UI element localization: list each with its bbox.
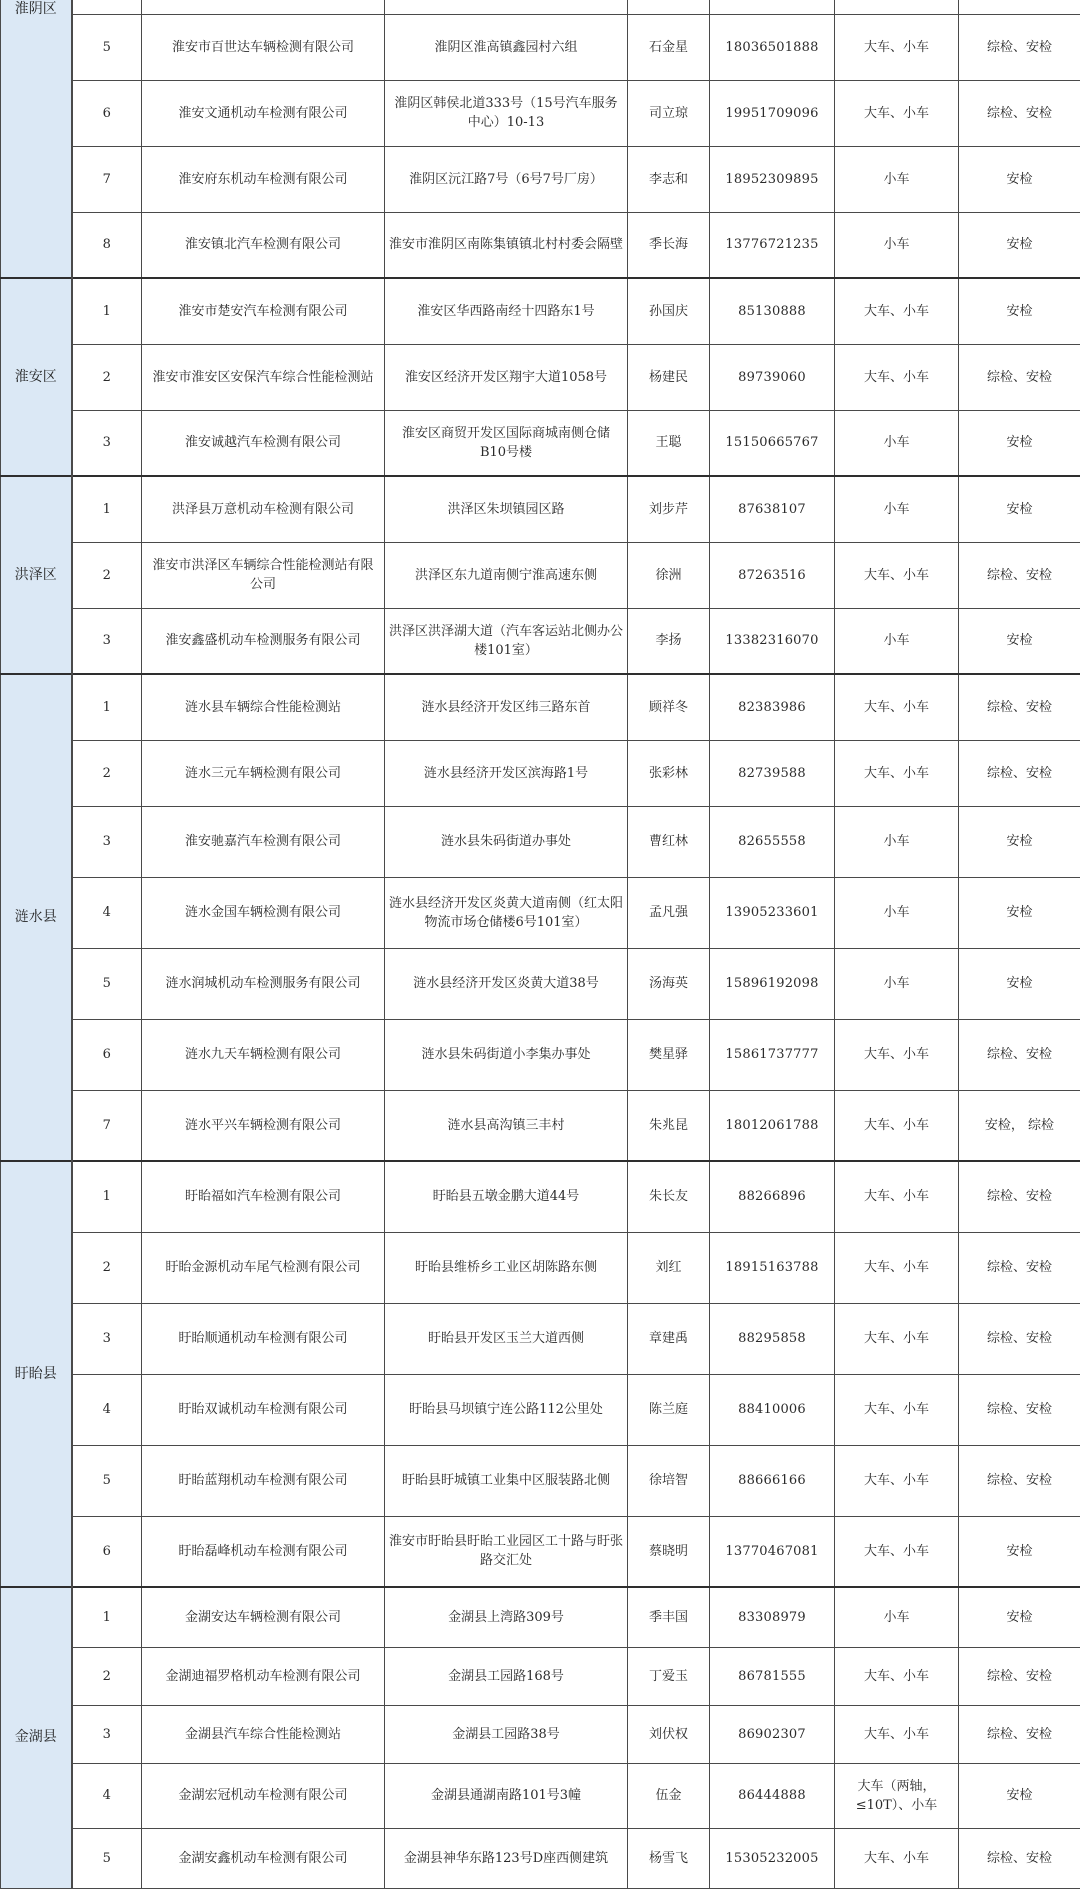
vehicle-type-cell: 大车、小车	[835, 1019, 959, 1090]
company-name-cell: 涟水平兴车辆检测有限公司	[142, 1090, 385, 1161]
vehicle-type-cell: 小车	[835, 608, 959, 674]
table-row	[1, 1161, 1080, 1232]
district-cell: 金湖县	[1, 1587, 72, 1888]
row-number-cell: 5	[72, 14, 142, 80]
row-number-cell: 2	[72, 542, 142, 608]
phone-number-cell: 13382316070	[710, 608, 835, 674]
table-row	[1, 1828, 1080, 1888]
vehicle-type-cell: 小车	[835, 212, 959, 278]
contact-person-cell: 丁爱玉	[628, 1647, 710, 1705]
contact-person-cell: 孙国庆	[628, 278, 710, 344]
inspection-scope-cell: 安检	[959, 1516, 1080, 1587]
row-number-cell: 1	[72, 1161, 142, 1232]
row-number-cell: 2	[72, 344, 142, 410]
phone-number-cell: 13905233601	[710, 877, 835, 948]
company-name-cell: 涟水润城机动车检测服务有限公司	[142, 948, 385, 1019]
row-number-cell: 7	[72, 146, 142, 212]
company-name-cell: 淮安市楚安汽车检测有限公司	[142, 278, 385, 344]
address-cell: 盱眙县开发区玉兰大道西侧	[385, 1303, 628, 1374]
phone-number-cell: 83308979	[710, 1587, 835, 1647]
company-name-cell: 金湖宏冠机动车检测有限公司	[142, 1763, 385, 1828]
inspection-scope-cell: 综检、安检	[959, 80, 1080, 146]
table-row	[1, 674, 1080, 740]
contact-person-cell: 张彩林	[628, 740, 710, 806]
vehicle-type-cell: 大车、小车	[835, 674, 959, 740]
phone-number-cell: 88666166	[710, 1445, 835, 1516]
address-cell: 洪泽区东九道南侧宁淮高速东侧	[385, 542, 628, 608]
contact-person-cell: 季长海	[628, 212, 710, 278]
contact-person-cell: 汤海英	[628, 948, 710, 1019]
row-number-cell: 2	[72, 1232, 142, 1303]
address-cell: 洪泽区朱坝镇园区路	[385, 476, 628, 542]
inspection-scope-cell: 安检	[959, 948, 1080, 1019]
row-number-cell: 3	[72, 608, 142, 674]
address-cell: 淮安区商贸开发区国际商城南侧仓储B10号楼	[385, 410, 628, 476]
address-cell: 淮安区经济开发区翔宇大道1058号	[385, 344, 628, 410]
company-name-cell: 金湖安达车辆检测有限公司	[142, 1587, 385, 1647]
row-number-cell	[72, 0, 142, 14]
row-number-cell: 1	[72, 674, 142, 740]
inspection-scope-cell: 安检	[959, 278, 1080, 344]
company-name-cell: 淮安市百世达车辆检测有限公司	[142, 14, 385, 80]
vehicle-type-cell: 大车、小车	[835, 1161, 959, 1232]
phone-number-cell: 19951709096	[710, 80, 835, 146]
vehicle-type-cell: 大车（两轴，≤10T）、小车	[835, 1763, 959, 1828]
address-cell: 淮安市盱眙县盱眙工业园区工十路与盱张路交汇处	[385, 1516, 628, 1587]
row-number-cell: 2	[72, 1647, 142, 1705]
phone-number-cell: 88410006	[710, 1374, 835, 1445]
inspection-scope-cell: 综检、安检	[959, 1232, 1080, 1303]
company-name-cell	[142, 0, 385, 14]
phone-number-cell: 13776721235	[710, 212, 835, 278]
inspection-scope-cell: 综检、安检	[959, 1303, 1080, 1374]
contact-person-cell: 徐培智	[628, 1445, 710, 1516]
contact-person-cell: 刘红	[628, 1232, 710, 1303]
vehicle-type-cell: 小车	[835, 476, 959, 542]
inspection-scope-cell: 安检	[959, 476, 1080, 542]
row-number-cell: 8	[72, 212, 142, 278]
company-name-cell: 淮安文通机动车检测有限公司	[142, 80, 385, 146]
company-name-cell: 淮安镇北汽车检测有限公司	[142, 212, 385, 278]
table-row	[1, 1303, 1080, 1374]
district-cell: 淮阴区	[1, 0, 72, 278]
inspection-scope-cell: 安检	[959, 212, 1080, 278]
vehicle-type-cell: 小车	[835, 1587, 959, 1647]
company-name-cell: 金湖安鑫机动车检测有限公司	[142, 1828, 385, 1888]
contact-person-cell: 蔡晓明	[628, 1516, 710, 1587]
inspection-scope-cell: 综检、安检	[959, 542, 1080, 608]
table-row	[1, 1516, 1080, 1587]
phone-number-cell: 86781555	[710, 1647, 835, 1705]
inspection-scope-cell: 综检、安检	[959, 674, 1080, 740]
district-cell: 涟水县	[1, 674, 72, 1161]
inspection-scope-cell: 综检、安检	[959, 740, 1080, 806]
contact-person-cell: 李志和	[628, 146, 710, 212]
phone-number-cell: 15896192098	[710, 948, 835, 1019]
vehicle-type-cell: 小车	[835, 410, 959, 476]
row-number-cell: 4	[72, 1763, 142, 1828]
phone-number-cell: 15305232005	[710, 1828, 835, 1888]
row-number-cell: 3	[72, 1705, 142, 1763]
address-cell: 涟水县经济开发区滨海路1号	[385, 740, 628, 806]
vehicle-type-cell: 大车、小车	[835, 1303, 959, 1374]
row-number-cell: 2	[72, 740, 142, 806]
vehicle-type-cell: 大车、小车	[835, 542, 959, 608]
row-number-cell: 1	[72, 476, 142, 542]
table-row	[1, 740, 1080, 806]
address-cell: 洪泽区洪泽湖大道（汽车客运站北侧办公楼101室）	[385, 608, 628, 674]
inspection-scope-cell: 综检、安检	[959, 344, 1080, 410]
inspection-scope-cell: 安检	[959, 608, 1080, 674]
contact-person-cell: 伍金	[628, 1763, 710, 1828]
phone-number-cell: 13770467081	[710, 1516, 835, 1587]
company-name-cell: 盱眙磊峰机动车检测有限公司	[142, 1516, 385, 1587]
row-number-cell: 1	[72, 278, 142, 344]
contact-person-cell: 朱长友	[628, 1161, 710, 1232]
company-name-cell: 盱眙福如汽车检测有限公司	[142, 1161, 385, 1232]
table-row	[1, 1647, 1080, 1705]
company-name-cell: 淮安市洪泽区车辆综合性能检测站有限公司	[142, 542, 385, 608]
table-row	[1, 1019, 1080, 1090]
inspection-scope-cell: 综检、安检	[959, 1828, 1080, 1888]
company-name-cell: 淮安市淮安区安保汽车综合性能检测站	[142, 344, 385, 410]
contact-person-cell: 杨雪飞	[628, 1828, 710, 1888]
company-name-cell: 涟水金国车辆检测有限公司	[142, 877, 385, 948]
address-cell: 涟水县经济开发区炎黄大道南侧（红太阳物流市场仓储楼6号101室）	[385, 877, 628, 948]
phone-number-cell: 82383986	[710, 674, 835, 740]
row-number-cell: 1	[72, 1587, 142, 1647]
table-row	[1, 948, 1080, 1019]
district-cell: 洪泽区	[1, 476, 72, 674]
contact-person-cell: 徐洲	[628, 542, 710, 608]
phone-number-cell: 18915163788	[710, 1232, 835, 1303]
row-number-cell: 3	[72, 806, 142, 877]
inspection-scope-cell: 安检	[959, 806, 1080, 877]
contact-person-cell: 顾祥冬	[628, 674, 710, 740]
phone-number-cell: 85130888	[710, 278, 835, 344]
contact-person-cell	[628, 0, 710, 14]
company-name-cell: 金湖县汽车综合性能检测站	[142, 1705, 385, 1763]
contact-person-cell: 司立琼	[628, 80, 710, 146]
address-cell: 淮安市淮阴区南陈集镇镇北村村委会隔壁	[385, 212, 628, 278]
inspection-scope-cell: 安检	[959, 146, 1080, 212]
vehicle-type-cell: 大车、小车	[835, 1232, 959, 1303]
address-cell: 盱眙县五墩金鹏大道44号	[385, 1161, 628, 1232]
company-name-cell: 淮安府东机动车检测有限公司	[142, 146, 385, 212]
contact-person-cell: 朱兆昆	[628, 1090, 710, 1161]
row-number-cell: 3	[72, 410, 142, 476]
address-cell: 涟水县经济开发区纬三路东首	[385, 674, 628, 740]
contact-person-cell: 樊星驿	[628, 1019, 710, 1090]
row-number-cell: 6	[72, 1516, 142, 1587]
inspection-scope-cell: 安检	[959, 410, 1080, 476]
contact-person-cell: 陈兰庭	[628, 1374, 710, 1445]
vehicle-type-cell: 大车、小车	[835, 1090, 959, 1161]
company-name-cell: 淮安鑫盛机动车检测服务有限公司	[142, 608, 385, 674]
address-cell: 盱眙县马坝镇宁连公路112公里处	[385, 1374, 628, 1445]
contact-person-cell: 石金星	[628, 14, 710, 80]
table-body	[1, 0, 1080, 1888]
table-row	[1, 344, 1080, 410]
address-cell: 淮阴区淮高镇鑫园村六组	[385, 14, 628, 80]
vehicle-type-cell: 大车、小车	[835, 80, 959, 146]
table-row	[1, 1763, 1080, 1828]
district-cell: 盱眙县	[1, 1161, 72, 1587]
address-cell: 盱眙县维桥乡工业区胡陈路东侧	[385, 1232, 628, 1303]
company-name-cell: 淮安诚越汽车检测有限公司	[142, 410, 385, 476]
row-number-cell: 6	[72, 80, 142, 146]
company-name-cell: 盱眙金源机动车尾气检测有限公司	[142, 1232, 385, 1303]
table-row	[1, 80, 1080, 146]
vehicle-type-cell: 大车、小车	[835, 1647, 959, 1705]
table-row	[1, 608, 1080, 674]
vehicle-type-cell: 大车、小车	[835, 344, 959, 410]
phone-number-cell: 88266896	[710, 1161, 835, 1232]
table-row	[1, 542, 1080, 608]
contact-person-cell: 王聪	[628, 410, 710, 476]
phone-number-cell: 82655558	[710, 806, 835, 877]
address-cell: 淮阴区韩侯北道333号（15号汽车服务中心）10-13	[385, 80, 628, 146]
company-name-cell: 金湖迪福罗格机动车检测有限公司	[142, 1647, 385, 1705]
inspection-scope-cell: 综检、安检	[959, 1445, 1080, 1516]
row-number-cell: 4	[72, 1374, 142, 1445]
company-name-cell: 涟水县车辆综合性能检测站	[142, 674, 385, 740]
phone-number-cell: 87638107	[710, 476, 835, 542]
company-name-cell: 涟水九天车辆检测有限公司	[142, 1019, 385, 1090]
phone-number-cell: 18952309895	[710, 146, 835, 212]
address-cell: 金湖县神华东路123号D座西侧建筑	[385, 1828, 628, 1888]
vehicle-type-cell: 小车	[835, 948, 959, 1019]
table-row	[1, 1232, 1080, 1303]
table-row	[1, 0, 1080, 14]
phone-number-cell: 86444888	[710, 1763, 835, 1828]
table-row	[1, 1445, 1080, 1516]
company-name-cell: 涟水三元车辆检测有限公司	[142, 740, 385, 806]
company-name-cell: 盱眙蓝翔机动车检测有限公司	[142, 1445, 385, 1516]
table-row	[1, 410, 1080, 476]
company-name-cell: 盱眙双诚机动车检测有限公司	[142, 1374, 385, 1445]
phone-number-cell: 86902307	[710, 1705, 835, 1763]
inspection-scope-cell: 综检、安检	[959, 14, 1080, 80]
vehicle-type-cell	[835, 0, 959, 14]
address-cell: 涟水县朱码街道小李集办事处	[385, 1019, 628, 1090]
inspection-scope-cell: 安检， 综检	[959, 1090, 1080, 1161]
inspection-scope-cell: 安检	[959, 877, 1080, 948]
vehicle-type-cell: 大车、小车	[835, 740, 959, 806]
vehicle-type-cell: 大车、小车	[835, 1705, 959, 1763]
table-row	[1, 476, 1080, 542]
row-number-cell: 5	[72, 1828, 142, 1888]
address-cell: 金湖县通湖南路101号3幢	[385, 1763, 628, 1828]
address-cell	[385, 0, 628, 14]
contact-person-cell: 孟凡强	[628, 877, 710, 948]
row-number-cell: 6	[72, 1019, 142, 1090]
address-cell: 金湖县工园路38号	[385, 1705, 628, 1763]
phone-number-cell: 88295858	[710, 1303, 835, 1374]
vehicle-type-cell: 小车	[835, 146, 959, 212]
address-cell: 金湖县工园路168号	[385, 1647, 628, 1705]
address-cell: 淮阴区沅江路7号（6号7号厂房）	[385, 146, 628, 212]
contact-person-cell: 刘步芹	[628, 476, 710, 542]
vehicle-type-cell: 大车、小车	[835, 1828, 959, 1888]
address-cell: 涟水县经济开发区炎黄大道38号	[385, 948, 628, 1019]
table-row	[1, 1374, 1080, 1445]
row-number-cell: 7	[72, 1090, 142, 1161]
table-row	[1, 146, 1080, 212]
phone-number-cell: 15150665767	[710, 410, 835, 476]
inspection-scope-cell: 安检	[959, 1763, 1080, 1828]
vehicle-type-cell: 大车、小车	[835, 1516, 959, 1587]
vehicle-type-cell: 大车、小车	[835, 14, 959, 80]
address-cell: 涟水县高沟镇三丰村	[385, 1090, 628, 1161]
vehicle-type-cell: 小车	[835, 806, 959, 877]
table-row	[1, 212, 1080, 278]
row-number-cell: 5	[72, 1445, 142, 1516]
company-name-cell: 淮安驰嘉汽车检测有限公司	[142, 806, 385, 877]
table-row	[1, 14, 1080, 80]
phone-number-cell: 87263516	[710, 542, 835, 608]
table-row	[1, 806, 1080, 877]
company-name-cell: 盱眙顺通机动车检测有限公司	[142, 1303, 385, 1374]
company-name-cell: 洪泽县万意机动车检测有限公司	[142, 476, 385, 542]
vehicle-type-cell: 小车	[835, 877, 959, 948]
inspection-scope-cell: 综检、安检	[959, 1019, 1080, 1090]
contact-person-cell: 季丰国	[628, 1587, 710, 1647]
row-number-cell: 5	[72, 948, 142, 1019]
address-cell: 淮安区华西路南经十四路东1号	[385, 278, 628, 344]
phone-number-cell: 82739588	[710, 740, 835, 806]
contact-person-cell: 曹红林	[628, 806, 710, 877]
inspection-scope-cell: 综检、安检	[959, 1374, 1080, 1445]
phone-number-cell: 18012061788	[710, 1090, 835, 1161]
inspection-scope-cell	[959, 0, 1080, 14]
vehicle-type-cell: 大车、小车	[835, 278, 959, 344]
contact-person-cell: 杨建民	[628, 344, 710, 410]
address-cell: 金湖县上湾路309号	[385, 1587, 628, 1647]
address-cell: 涟水县朱码街道办事处	[385, 806, 628, 877]
phone-number-cell: 15861737777	[710, 1019, 835, 1090]
contact-person-cell: 章建禹	[628, 1303, 710, 1374]
vehicle-type-cell: 大车、小车	[835, 1374, 959, 1445]
table-row	[1, 1090, 1080, 1161]
district-cell: 淮安区	[1, 278, 72, 476]
contact-person-cell: 刘伏权	[628, 1705, 710, 1763]
address-cell: 盱眙县盱城镇工业集中区服装路北侧	[385, 1445, 628, 1516]
phone-number-cell	[710, 0, 835, 14]
inspection-scope-cell: 综检、安检	[959, 1161, 1080, 1232]
table-row	[1, 278, 1080, 344]
inspection-scope-cell: 安检	[959, 1587, 1080, 1647]
phone-number-cell: 89739060	[710, 344, 835, 410]
row-number-cell: 4	[72, 877, 142, 948]
inspection-scope-cell: 综检、安检	[959, 1705, 1080, 1763]
row-number-cell: 3	[72, 1303, 142, 1374]
table-row	[1, 877, 1080, 948]
phone-number-cell: 18036501888	[710, 14, 835, 80]
contact-person-cell: 李扬	[628, 608, 710, 674]
table-row	[1, 1705, 1080, 1763]
table-row	[1, 1587, 1080, 1647]
vehicle-type-cell: 大车、小车	[835, 1445, 959, 1516]
inspection-scope-cell: 综检、安检	[959, 1647, 1080, 1705]
